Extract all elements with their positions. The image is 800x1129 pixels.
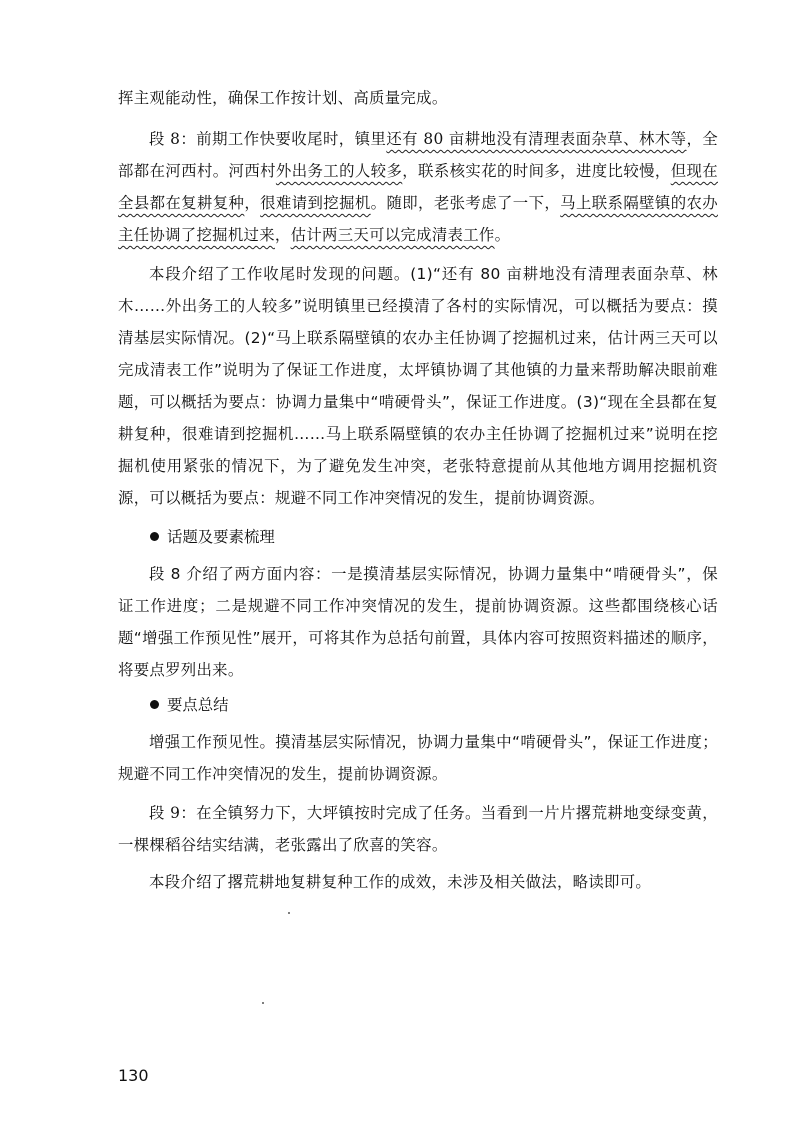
bullet-icon: [150, 700, 159, 709]
p8-text: ，联系核实花的时间多，进度比较慢，: [402, 162, 671, 180]
p8-underlined-2: 外出务工的人较多: [275, 162, 403, 180]
paragraph-summary: 增强工作预见性。摸清基层实际情况，协调力量集中“啃硬骨头”，保证工作进度；规避不同工作冲突情况的发生，提前协调资源。: [118, 733, 718, 783]
paragraph-8-source: [118, 123, 718, 251]
scan-speck: [288, 912, 290, 914]
paragraph-last: 本段介绍了撂荒耕地复耕复种工作的成效，未涉及相关做法，略读即可。: [149, 873, 652, 891]
page-number: 130: [118, 1066, 149, 1085]
heading-topics: [150, 525, 275, 549]
p8-underlined-5: 马上联系隔壁镇的农办主任协调了挖掘机过来: [118, 194, 718, 244]
heading-summary: [150, 693, 229, 717]
p8-text: 。: [494, 226, 511, 244]
heading-topics-label: 话题及要素梳理: [167, 528, 275, 546]
paragraph-9-source: 段 9：在全镇努力下，大坪镇按时完成了任务。当看到一片片撂荒耕地变绿变黄，一棵棵稻谷结实结满，老张露出了欣喜的笑容。: [118, 804, 718, 854]
p8-underlined-4: 很难请到挖掘机: [260, 194, 371, 212]
p8-text: 段 8：前期工作快要收尾时，镇里: [149, 130, 387, 148]
p8-text: ，全部都在河西村。河西村: [118, 130, 718, 180]
scan-speck: [262, 1002, 264, 1004]
heading-summary-label: 要点总结: [167, 696, 229, 714]
p8-text: 。随即，老张考虑了一下，: [370, 194, 561, 212]
p8-text: ，: [244, 194, 261, 212]
p8-underlined-3: 但现在全县都在复耕复种: [118, 162, 718, 212]
paragraph-topics: 段 8 介绍了两方面内容：一是摸清基层实际情况，协调力量集中“啃硬骨头”，保证工作进度；二是规避不同工作冲突情况的发生，提前协调资源。这些都围绕核心话题“增强工作预见性”展开，可将其作为总括句前置，具体内容可按照资料描述的顺序，将要点罗列出来。: [118, 565, 718, 679]
paragraph-continuation: 挥主观能动性，确保工作按计划、高质量完成。: [118, 89, 448, 107]
paragraph-analysis: 本段介绍了工作收尾时发现的问题。(1)“还有 80 亩耕地没有清理表面杂草、林木……外出务工的人较多”说明镇里已经摸清了各村的实际情况，可以概括为要点：摸清基层实际情况。(2)“马上联系隔壁镇的农办主任协调了挖掘机过来，估计两三天可以完成清表工作”说明为了保证工作进度，太坪镇协调了其他镇的力量来帮助解决眼前难题，可以概括为要点：协调力量集中“啃硬骨头”，保证工作进度。(3)“现在全县都在复耕复种，很难请到挖掘机……马上联系隔壁镇的农办主任协调了挖掘机过来”说明在挖掘机使用紧张的情况下，为了避免发生冲突，老张特意提前从其他地方调用挖掘机资源，可以概括为要点：规避不同工作冲突情况的发生，提前协调资源。: [118, 265, 718, 507]
p8-underlined-6: 估计两三天可以完成清表工作: [290, 226, 495, 244]
p8-underlined-1: 还有 80 亩耕地没有清理表面杂草、林木等: [386, 130, 687, 148]
bullet-icon: [150, 532, 159, 541]
p8-text: ，: [274, 226, 291, 244]
